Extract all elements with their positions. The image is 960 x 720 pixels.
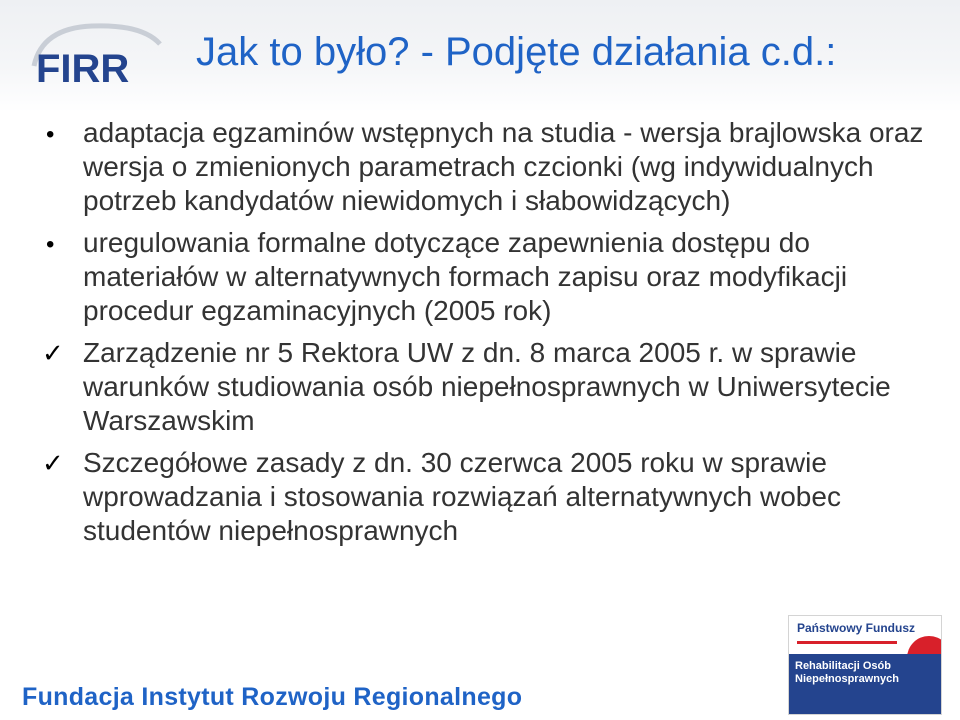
list-item-text: Szczegółowe zasady z dn. 30 czerwca 2005 roku w sprawie wprowadzania i stosowania rozwiązań alternatywnych wobec studentów niepełnosprawnych [83,447,841,546]
list-item [30,226,935,328]
pfron-logo-bottom [789,654,941,714]
svg-text:FIRR: FIRR [36,47,130,91]
list-item-text: adaptacja egzaminów wstępnych na studia - wersja brajlowska oraz wersja o zmienionych parametrach czcionki (wg indywidualnych potrzeb kandydatów niewidomych i słabowidzących) [83,117,924,216]
pfron-logo [788,615,942,715]
list-item [30,336,935,438]
pfron-logo-bottom-text: Rehabilitacji Osób Niepełnosprawnych [795,660,899,685]
content-list [30,116,935,548]
pfron-logo-top-text: Państwowy Fundusz [797,621,916,635]
list-item [30,446,935,548]
list-item-text: uregulowania formalne dotyczące zapewnienia dostępu do materiałów w alternatywnych formach zapisu oraz modyfikacji procedur egzaminacyjnych (2005 rok) [83,227,848,326]
checkmark-icon: ✓ [42,448,64,478]
bullet-icon: • [46,231,55,258]
firr-logo [22,22,172,92]
slide-title: Jak to było? - Podjęte działania c.d.: [196,30,837,74]
list-item [30,116,935,218]
checkmark-icon: ✓ [42,338,64,368]
bullet-icon: • [46,121,55,148]
list-item-text: Zarządzenie nr 5 Rektora UW z dn. 8 marca 2005 r. w sprawie warunków studiowania osób niepełnosprawnych w Uniwersytecie Warszawskim [83,337,891,436]
footer-organization-name: Fundacja Instytut Rozwoju Regionalnego [22,683,523,711]
pfron-red-stripe [797,641,897,644]
